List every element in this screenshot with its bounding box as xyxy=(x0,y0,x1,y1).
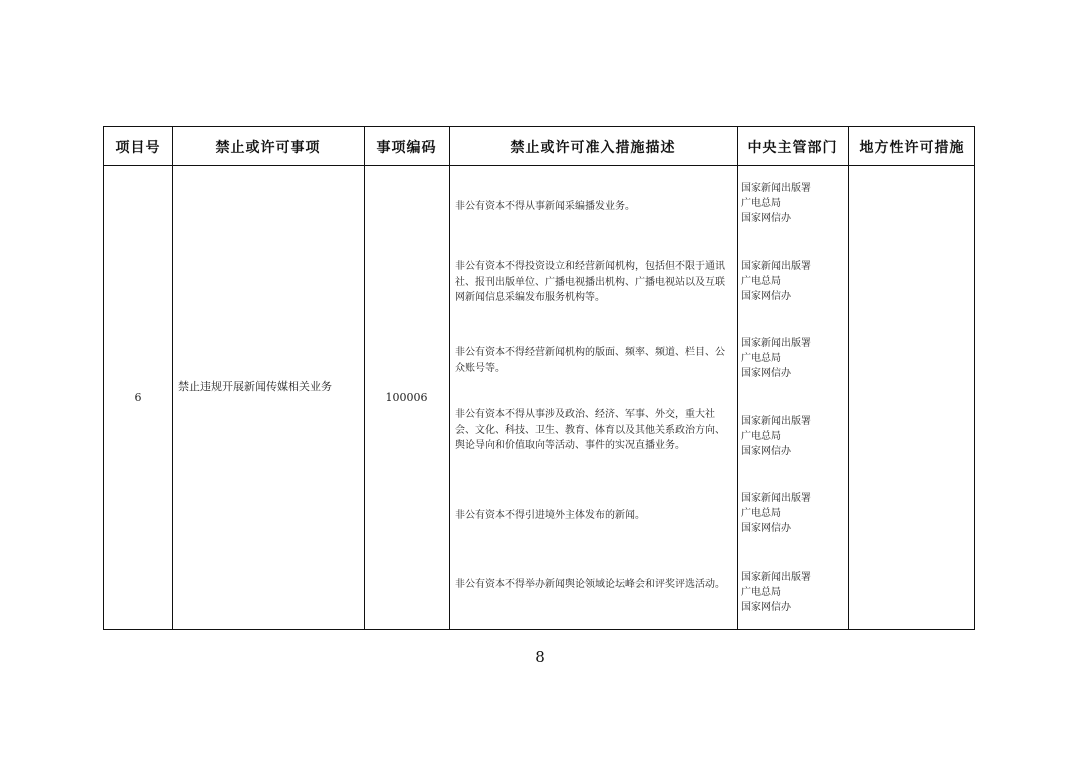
measure-text: 非公有资本不得从事涉及政治、经济、军事、外交，重大社会、文化、科技、卫生、教育、体育以及其他关系政治方向、舆论导向和价值取向等活动、事件的实况直播业务。 xyxy=(455,409,725,451)
item-no-cell: 6 xyxy=(134,391,142,405)
measure-text: 非公有资本不得投资设立和经营新闻机构，包括但不限于通讯社、报刊出版单位、广播电视播出机构、广播电视站以及互联网新闻信息采编发布服务机构等。 xyxy=(455,261,725,303)
header-item-no: 项目号 xyxy=(115,139,161,156)
measure-text: 非公有资本不得举办新闻舆论领域论坛峰会和评奖评选活动。 xyxy=(455,579,725,590)
measure-text: 非公有资本不得引进境外主体发布的新闻。 xyxy=(455,510,645,521)
dept-list: 国家新闻出版署 广电总局 国家网信办 xyxy=(741,572,811,613)
code-cell: 100006 xyxy=(385,391,428,405)
header-local: 地方性许可措施 xyxy=(859,139,965,156)
matter-cell: 禁止违规开展新闻传媒相关业务 xyxy=(178,380,332,393)
permission-table xyxy=(103,126,975,630)
local-measure-cell xyxy=(848,167,976,629)
header-dept: 中央主管部门 xyxy=(747,139,838,156)
measure-text: 非公有资本不得从事新闻采编播发业务。 xyxy=(455,201,635,212)
page-number: 8 xyxy=(535,648,545,666)
measure-text: 非公有资本不得经营新闻机构的版面、频率、频道、栏目、公众账号等。 xyxy=(455,347,725,374)
dept-list: 国家新闻出版署 广电总局 国家网信办 xyxy=(741,416,811,457)
header-measure: 禁止或许可准入措施描述 xyxy=(510,139,676,156)
dept-list: 国家新闻出版署 广电总局 国家网信办 xyxy=(741,261,811,302)
header-code: 事项编码 xyxy=(376,139,437,156)
dept-list: 国家新闻出版署 广电总局 国家网信办 xyxy=(741,493,811,534)
dept-list: 国家新闻出版署 广电总局 国家网信办 xyxy=(741,183,811,224)
header-matter: 禁止或许可事项 xyxy=(215,139,321,156)
dept-list: 国家新闻出版署 广电总局 国家网信办 xyxy=(741,338,811,379)
